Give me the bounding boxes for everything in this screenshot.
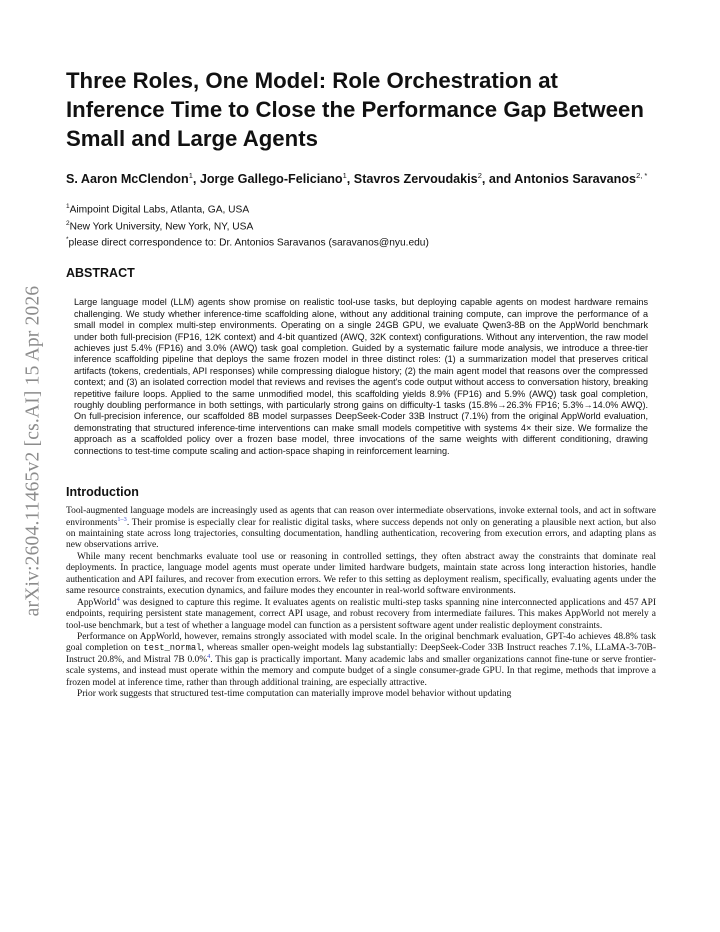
code-term: test_normal xyxy=(143,643,202,654)
intro-paragraph: While many recent benchmarks evaluate tool use or reasoning in controlled settings, they often abstract away the constraints that dominate real deployments. In practice, language model agents must operate under limited hardware budgets, maintain state across long interaction histories, handle authentication and API failures, and recover from execution errors. We refer to this setting as deployment realism, specifically, evaluating agents under the same resource constraints, execution dynamics, and failure modes they encounter in real-world software environments. xyxy=(66,551,656,597)
affiliation-item xyxy=(66,200,656,216)
arxiv-identifier-text: arXiv:2604.11465v2 [cs.AI] 15 Apr 2026 xyxy=(22,285,43,617)
author-affiliation-mark: 2, * xyxy=(636,171,648,180)
citation-link[interactable]: 4 xyxy=(116,595,120,603)
intro-text: . Their promise is especially clear for realistic digital tasks, where success depends not only on generating a plausible next action, but also on maintaining state across long trajectories, consulting documentation, handling authentication, recovering from execution errors, and adapting plans as new observations arrive. xyxy=(66,517,656,551)
correspondence-text: please direct correspondence to: Dr. Antonios Saravanos (saravanos@nyu.edu) xyxy=(68,237,429,249)
intro-text: Tool-augmented language models are increasingly used as agents that can reason over intermediate observations, invoke external tools, and act in software environments xyxy=(66,506,656,528)
citation-link[interactable]: 4 xyxy=(207,652,211,660)
paper-page xyxy=(66,66,656,701)
affiliation-mark: 1 xyxy=(66,203,70,211)
author-affiliation-mark: 1 xyxy=(188,171,193,180)
author-separator: , xyxy=(192,172,200,187)
intro-text: was designed to capture this regime. It evaluates agents on realistic multi-step tasks spanning nine interconnected applications and 457 API endpoints, requiring persistent state management, correct API usage, and robust recovery from intermediate failures. This makes AppWorld not merely a tool-use benchmark, but a test of whether a language model can function as a persistent software agent under realistic deployment constraints. xyxy=(66,597,656,631)
author-name: S. Aaron McClendon xyxy=(66,172,189,187)
arxiv-identifier-stamp xyxy=(10,263,56,639)
affiliation-text: New York University, New York, NY, USA xyxy=(69,220,254,232)
abstract-heading: ABSTRACT xyxy=(66,266,135,281)
intro-text: Performance on AppWorld, however, remains strongly associated with model scale. In the original benchmark evaluation, GPT-4o achieves 48.8% task goal completion on xyxy=(66,632,656,654)
intro-paragraph xyxy=(66,632,656,689)
citation-link[interactable]: 1–3 xyxy=(117,515,127,523)
author-affiliation-mark: 1 xyxy=(342,171,347,180)
author-affiliation-mark: 2 xyxy=(477,171,482,180)
affiliation-text: Aimpoint Digital Labs, Atlanta, GA, USA xyxy=(69,204,250,216)
correspondence-note xyxy=(66,233,656,249)
author-separator: , and xyxy=(481,172,515,187)
introduction-body xyxy=(66,506,656,701)
affiliation-item xyxy=(66,217,656,233)
intro-paragraph xyxy=(66,506,656,552)
introduction-heading: Introduction xyxy=(66,485,139,500)
abstract-body: Large language model (LLM) agents show promise on realistic tool-use tasks, but deploying capable agents on modest hardware remains challenging. We study whether inference-time scaffolding alone, without any additional training compute, can improve the performance of a small model in complex multi-step environments. Operating on a single 24GB GPU, we evaluate Qwen3-8B on the AppWorld benchmark under both full-precision (FP16, 12K context) and 4-bit quantized (AWQ, 32K context) configurations. Without any intervention, the raw model achieves just 5.4% (FP16) and 3.0% (AWQ) task goal completion. Guided by a systematic failure mode analysis, we introduce a three-tier inference scaffolding pipeline that deploys the same frozen model in three distinct roles: (1) a summarization model that preserves critical artifacts (tokens, credentials, API responses) while compressing dialogue history; (2) the main agent model that reasons over the compressed context; and (3) an isolated correction model that reviews and revises the agent's code output without access to conversation history, breaking repetitive failure loops. Applied to the same unmodified model, this scaffolding yields 8.9% (FP16) and 5.9% (AWQ) task goal completion, roughly doubling performance in both settings, with particularly strong gains on difficulty-1 tasks (15.8%→26.3% FP16; 5.3%→14.0% AWQ). On full-precision inference, our scaffolded 8B model surpasses DeepSeek-Coder 33B Instruct (7.1%) from the original AppWorld evaluation, demonstrating that structured inference-time interventions can make small models competitive with systems 4× their size. We formalize the approach as a scaffolded policy over a frozen base model, three invocations of the same weights with different conditioning, drawing connections to test-time compute scaling and action-space shaping in reinforcement learning. xyxy=(74,297,648,456)
intro-text: AppWorld xyxy=(77,597,117,608)
intro-paragraph xyxy=(66,595,656,632)
author-name: Jorge Gallego-Feliciano xyxy=(199,172,343,187)
author-name: Stavros Zervoudakis xyxy=(353,172,478,187)
author-separator: , xyxy=(346,172,354,187)
affiliation-mark: 2 xyxy=(66,219,70,227)
intro-text: . This gap is practically important. Many academic labs and smaller organizations cannot fine-tune or serve frontier-scale systems, and instead must operate within the memory and compute budget of a single consumer-grade GPU. In that regime, methods that improve a frozen model at inference time, rather than through additional training, are especially attractive. xyxy=(66,654,656,688)
affiliation-list xyxy=(66,200,656,249)
intro-paragraph: Prior work suggests that structured test-time computation can materially improve model behavior without updating xyxy=(77,689,512,700)
intro-text: , whereas smaller open-weight models lag substantially: DeepSeek-Coder 33B Instruct reaches 7.1%, LLaMA-3-70B-Instruct 20.8%, and Mistral 7B 0.0% xyxy=(66,643,656,665)
author-list xyxy=(66,167,656,188)
author-name: Antonios Saravanos xyxy=(514,172,637,187)
affiliation-mark: * xyxy=(66,235,69,243)
paper-title: Three Roles, One Model: Role Orchestration at Inference Time to Close the Performance Gap Between Small and Large Agents xyxy=(66,68,644,151)
